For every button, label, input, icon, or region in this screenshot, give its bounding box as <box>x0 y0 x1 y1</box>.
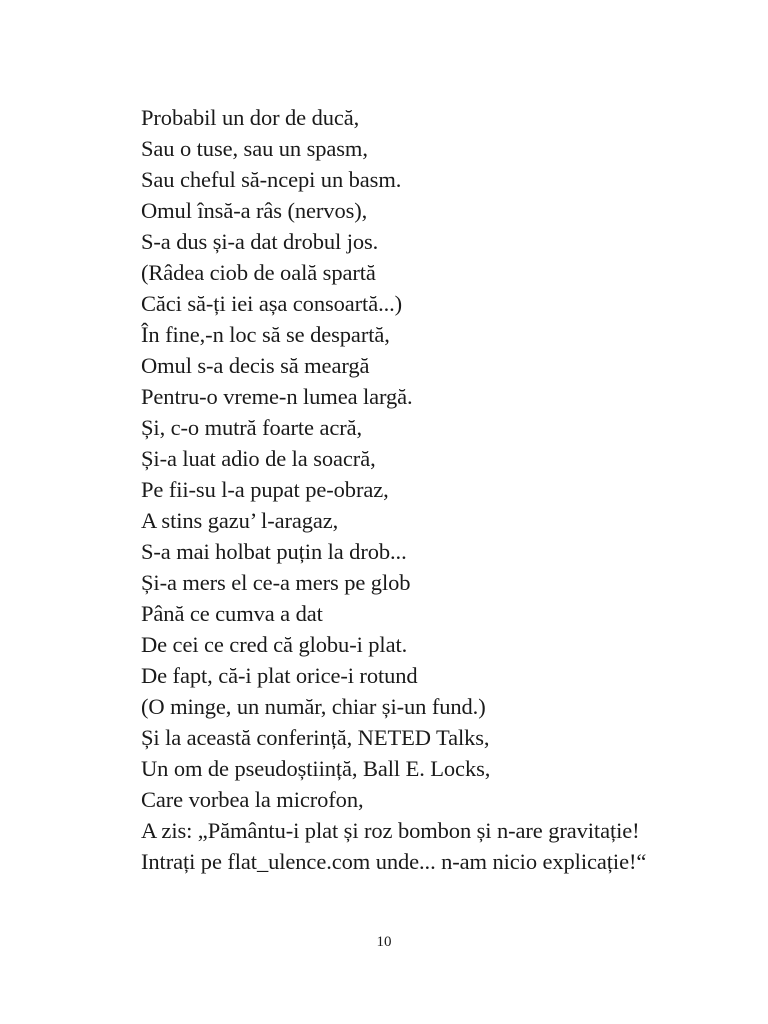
poem-line: În fine,-n loc să se despartă, <box>141 322 390 347</box>
poem-line: A zis: „Pământu-i plat și roz bombon și n-are gravitație! <box>141 818 640 843</box>
poem-line: Și, c-o mutră foarte acră, <box>141 415 363 440</box>
poem-line: Omul însă-a râs (nervos), <box>141 198 368 223</box>
poem-line: Sau o tuse, sau un spasm, <box>141 136 368 161</box>
poem-line: Și la această conferință, NETED Talks, <box>141 725 490 750</box>
poem-line: Pe fii-su l-a pupat pe-obraz, <box>141 477 389 502</box>
poem-line: A stins gazu’ l-aragaz, <box>141 508 339 533</box>
poem-line: Și-a luat adio de la soacră, <box>141 446 376 471</box>
poem-text <box>141 102 741 877</box>
poem-line: S-a dus și-a dat drobul jos. <box>141 229 379 254</box>
poem-line: (Râdea ciob de oală spartă <box>141 260 376 285</box>
poem-line: Până ce cumva a dat <box>141 601 323 626</box>
poem-line: Căci să-ți iei așa consoartă...) <box>141 291 403 316</box>
poem-line: S-a mai holbat puțin la drob... <box>141 539 407 564</box>
page-number: 10 <box>376 934 392 950</box>
poem-line: Care vorbea la microfon, <box>141 787 364 812</box>
poem-line: Un om de pseudoștiință, Ball E. Locks, <box>141 756 491 781</box>
poem-line: Intrați pe flat_ulence.com unde... n-am nicio explicație!“ <box>141 849 647 874</box>
poem-line: Probabil un dor de ducă, <box>141 105 360 130</box>
poem-line: Sau cheful să-ncepi un basm. <box>141 167 402 192</box>
poem-line: (O minge, un număr, chiar și-un fund.) <box>141 694 486 719</box>
poem-line: De fapt, că-i plat orice-i rotund <box>141 663 418 688</box>
poem-line: Și-a mers el ce-a mers pe glob <box>141 570 411 595</box>
poem-line: De cei ce cred că globu-i plat. <box>141 632 408 657</box>
poem-line: Omul s-a decis să meargă <box>141 353 370 378</box>
poem-line: Pentru-o vreme-n lumea largă. <box>141 384 413 409</box>
